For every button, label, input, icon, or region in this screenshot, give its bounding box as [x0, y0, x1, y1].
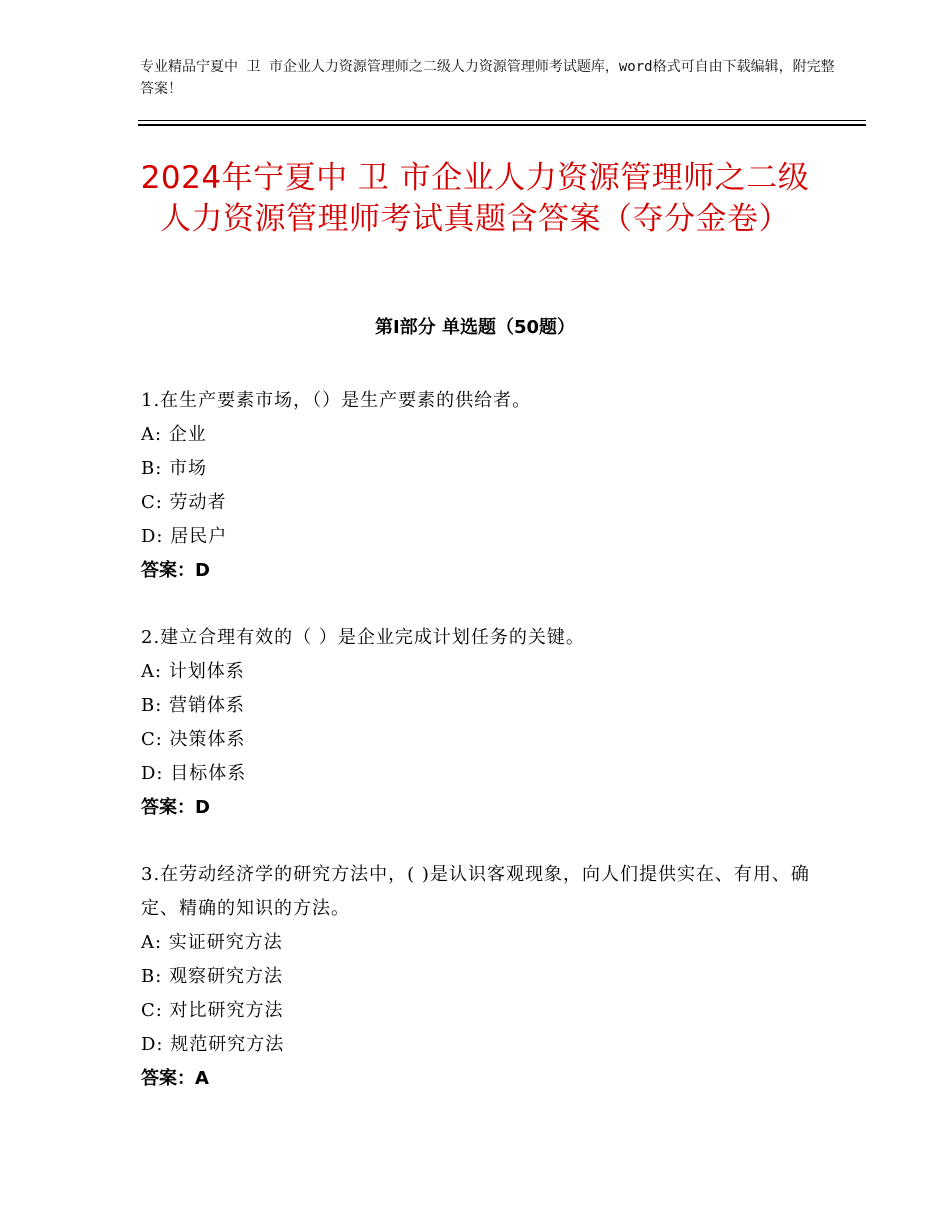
- option-b: B: 营销体系: [141, 695, 246, 716]
- option-d: D: 规范研究方法: [141, 1034, 285, 1055]
- header-divider-thick: [138, 124, 866, 126]
- header-note: 专业精品宁夏中 卫 市企业人力资源管理师之二级人力资源管理师考试题库，word格式可自由下载编辑，附完整答案！: [140, 59, 835, 97]
- answer: 答案：A: [141, 1068, 209, 1089]
- answer: 答案：D: [141, 797, 210, 818]
- option-c: C: 决策体系: [141, 729, 246, 750]
- document-title: 2024年宁夏中 卫 市企业人力资源管理师之二级人力资源管理师考试真题含答案（夺分金卷）: [140, 160, 810, 237]
- header-divider-thin: [138, 120, 866, 121]
- question-2: [141, 621, 821, 825]
- question-list: [141, 384, 821, 1129]
- option-a: A: 计划体系: [141, 661, 245, 682]
- option-b: B: 观察研究方法: [141, 966, 284, 987]
- answer: 答案：D: [141, 560, 210, 581]
- question-stem: 1.在生产要素市场，（）是生产要素的供给者。: [141, 390, 532, 411]
- option-d: D: 居民户: [141, 526, 228, 547]
- option-a: A: 企业: [141, 424, 207, 445]
- option-d: D: 目标体系: [141, 763, 247, 784]
- option-c: C: 对比研究方法: [141, 1000, 284, 1021]
- question-stem: 2.建立合理有效的（ ）是企业完成计划任务的关键。: [141, 627, 585, 648]
- option-b: B: 市场: [141, 458, 208, 479]
- option-a: A: 实证研究方法: [141, 932, 283, 953]
- question-stem: 3.在劳动经济学的研究方法中，( )是认识客观现象，向人们提供实在、有用、确定、精确的知识的方法。: [141, 864, 810, 919]
- option-c: C: 劳动者: [141, 492, 227, 513]
- question-3: [141, 858, 821, 1096]
- question-1: [141, 384, 821, 588]
- section-heading: 第Ⅰ部分 单选题（50题）: [374, 317, 575, 338]
